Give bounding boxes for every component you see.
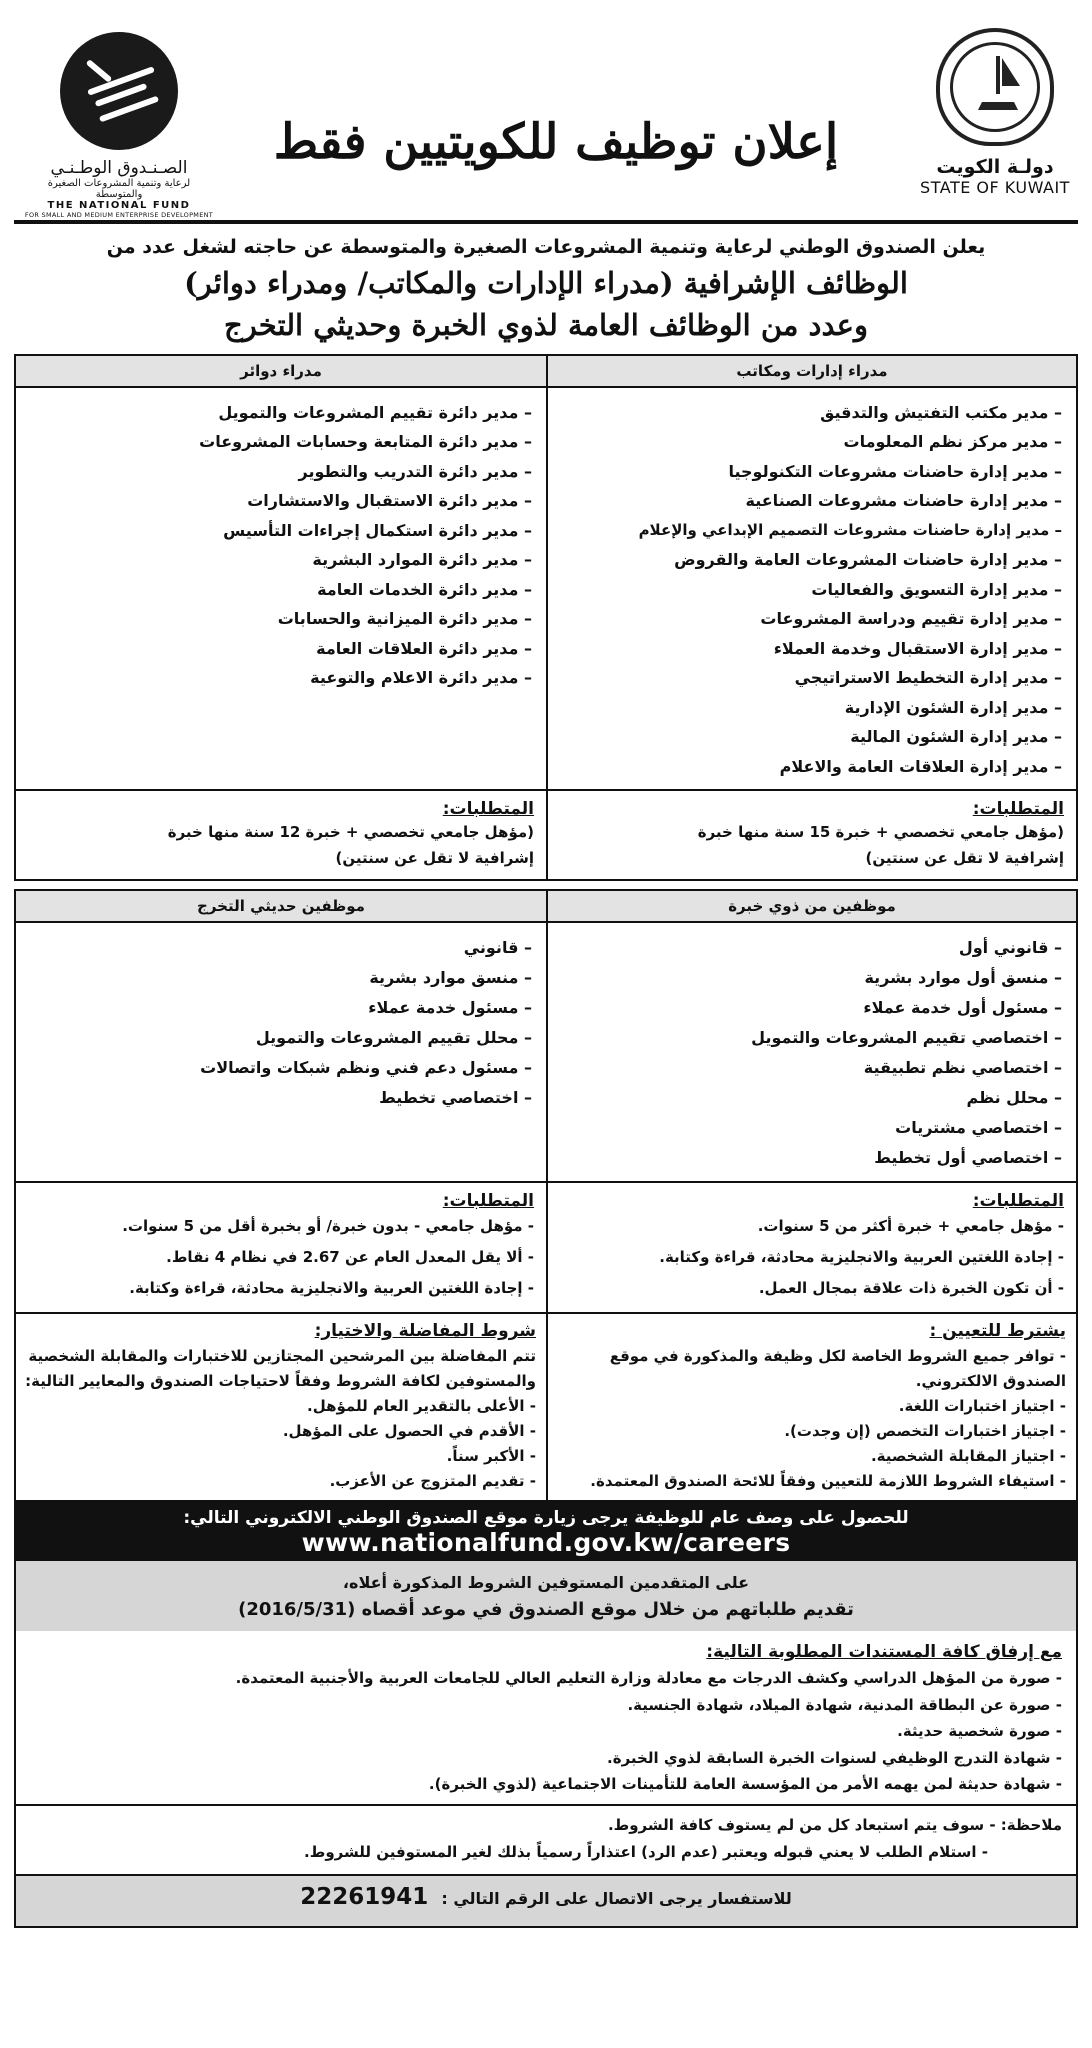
- experienced-staff-list: [548, 923, 1076, 1181]
- list-item: – مدير إدارة حاضنات المشروعات العامة والقروض: [556, 545, 1062, 575]
- requirements-label: المتطلبات:: [972, 1191, 1064, 1212]
- requirements-label: المتطلبات:: [972, 799, 1064, 820]
- department-managers-requirements: [16, 789, 546, 879]
- website-band: [14, 1500, 1078, 1561]
- requirements-text: إشرافية لا تقل عن سنتين): [335, 849, 534, 868]
- list-item: – مدير دائرة الاعلام والتوعية: [24, 663, 532, 693]
- column-header: مدراء إدارات ومكاتب: [548, 356, 1076, 388]
- list-item: – مدير إدارة التخطيط الاستراتيجي: [556, 663, 1062, 693]
- requirement-item: - مؤهل جامعي + خبرة أكثر من 5 سنوات.: [556, 1211, 1064, 1242]
- department-managers-column: [16, 356, 546, 790]
- contact-label: للاستفسار يرجى الاتصال على الرقم التالي :: [441, 1888, 792, 1908]
- requirements-text: (مؤهل جامعي تخصصي + خبرة 15 سنة منها خبرة: [697, 823, 1064, 842]
- criteria-item: - الأكبر سناً.: [24, 1444, 536, 1469]
- requirement-item: - أن تكون الخبرة ذات علاقة بمجال العمل.: [556, 1273, 1064, 1304]
- list-item: – اختصاصي تخطيط: [24, 1083, 532, 1113]
- kuwait-emblem-icon: [936, 28, 1054, 146]
- header: [14, 14, 1078, 224]
- requirements-label: المتطلبات:: [442, 799, 534, 820]
- kuwait-name-ar: دولـة الكويت: [936, 156, 1054, 178]
- requirements-text: إشرافية لا تقل عن سنتين): [865, 849, 1064, 868]
- list-item: – مدير إدارة الشئون الإدارية: [556, 693, 1062, 723]
- criteria-item: - الأقدم في الحصول على المؤهل.: [24, 1419, 536, 1444]
- managers-table: [14, 354, 1078, 882]
- note-line-1: ملاحظة: - سوف يتم استبعاد كل من لم يستوف كافة الشروط.: [607, 1815, 1062, 1834]
- selection-criteria-text: تتم المفاضلة بين المرشحين المجتازين للاختبارات والمقابلة الشخصية والمستوفين لكافة الشروط وفقاً لاحتياجات الصندوق والمعايير التالية:: [25, 1347, 536, 1391]
- document-item: - صورة شخصية حديثة.: [26, 1718, 1062, 1745]
- notes-box: [14, 1806, 1078, 1876]
- requirements-text: (مؤهل جامعي تخصصي + خبرة 12 سنة منها خبرة: [167, 823, 534, 842]
- experienced-staff-column: [546, 891, 1076, 1181]
- appointment-conditions: [546, 1314, 1076, 1500]
- list-item: – مدير دائرة تقييم المشروعات والتمويل: [24, 398, 532, 428]
- intro-text: يعلن الصندوق الوطني لرعاية وتنمية المشروعات الصغيرة والمتوسطة عن حاجته لشغل عدد من: [106, 236, 986, 258]
- list-item: – مدير إدارة التسويق والفعاليات: [556, 575, 1062, 605]
- fund-name-en: THE NATIONAL FUND: [47, 200, 191, 211]
- office-managers-list: [548, 388, 1076, 790]
- note-line-2: - استلام الطلب لا يعني قبوله ويعتبر (عدم الرد) اعتذاراً رسمياً بذلك لغير المستوفين للشروط.: [304, 1842, 988, 1861]
- list-item: – مدير دائرة الاستقبال والاستشارات: [24, 486, 532, 516]
- condition-item: - اجتياز المقابلة الشخصية.: [556, 1444, 1066, 1469]
- list-item: – مدير دائرة الخدمات العامة: [24, 575, 532, 605]
- list-item: – مدير دائرة استكمال إجراءات التأسيس: [24, 516, 532, 546]
- national-fund-mark-icon: [60, 32, 178, 150]
- list-item: – مدير إدارة العلاقات العامة والاعلام: [556, 752, 1062, 782]
- staff-table: [14, 889, 1078, 1314]
- list-item: – اختصاصي مشتريات: [556, 1113, 1062, 1143]
- list-item: – مسئول دعم فني ونظم شبكات واتصالات: [24, 1053, 532, 1083]
- document-item: - صورة من المؤهل الدراسي وكشف الدرجات مع معادلة وزارة التعليم العالي للجامعات العربية والأجنبية المعتمدة.: [26, 1665, 1062, 1692]
- national-fund-logo: [24, 32, 214, 219]
- experienced-staff-requirements: [546, 1181, 1076, 1312]
- requirement-item: - إجادة اللغتين العربية والانجليزية محادثة، قراءة وكتابة.: [556, 1242, 1064, 1273]
- contact-phone-number[interactable]: 22261941: [300, 1883, 429, 1910]
- appointment-conditions-title: يشترط للتعيين :: [929, 1321, 1066, 1342]
- office-managers-column: [546, 356, 1076, 790]
- list-item: – محلل نظم: [556, 1083, 1062, 1113]
- criteria-item: - تقديم المتزوج عن الأعزب.: [24, 1469, 536, 1494]
- list-item: – مسئول خدمة عملاء: [24, 993, 532, 1023]
- list-item: – مدير دائرة المتابعة وحسابات المشروعات: [24, 427, 532, 457]
- fund-name-ar: الصـنـدوق الوطـنـي: [50, 158, 188, 178]
- headline-2: وعدد من الوظائف العامة لذوي الخبرة وحديثي التخرج: [224, 308, 868, 343]
- criteria-item: - الأعلى بالتقدير العام للمؤهل.: [24, 1394, 536, 1419]
- selection-criteria-title: شروط المفاضلة والاختيار:: [314, 1321, 536, 1342]
- graduates-list: [16, 923, 546, 1121]
- list-item: – منسق أول موارد بشرية: [556, 963, 1062, 993]
- list-item: – مدير دائرة العلاقات العامة: [24, 634, 532, 664]
- column-header: موظفين حديثي التخرج: [16, 891, 546, 923]
- condition-item: - اجتياز اختبارات التخصص (إن وجدت).: [556, 1419, 1066, 1444]
- list-item: – منسق موارد بشرية: [24, 963, 532, 993]
- list-item: – مدير إدارة الشئون المالية: [556, 722, 1062, 752]
- selection-criteria: [16, 1314, 546, 1500]
- list-item: – مسئول أول خدمة عملاء: [556, 993, 1062, 1023]
- list-item: – مدير دائرة التدريب والتطوير: [24, 457, 532, 487]
- deadline-line-1: على المتقدمين المستوفين الشروط المذكورة أعلاه،: [342, 1573, 750, 1593]
- list-item: – مدير إدارة حاضنات مشروعات الصناعية: [556, 486, 1062, 516]
- column-header: مدراء دوائر: [16, 356, 546, 388]
- requirement-item: - ألا يقل المعدل العام عن 2.67 في نظام 4 نقاط.: [24, 1242, 534, 1273]
- document-item: - شهادة التدرج الوظيفي لسنوات الخبرة السابقة لذوي الخبرة.: [26, 1745, 1062, 1772]
- fund-subtitle-en: FOR SMALL AND MEDIUM ENTERPRISE DEVELOPMENT: [24, 211, 214, 219]
- list-item: – مدير دائرة الموارد البشرية: [24, 545, 532, 575]
- condition-item: - اجتياز اختبارات اللغة.: [556, 1394, 1066, 1419]
- column-header: موظفين من ذوي خبرة: [548, 891, 1076, 923]
- requirement-item: - إجادة اللغتين العربية والانجليزية محادثة، قراءة وكتابة.: [24, 1273, 534, 1304]
- list-item: – قانوني: [24, 933, 532, 963]
- list-item: – محلل تقييم المشروعات والتمويل: [24, 1023, 532, 1053]
- kuwait-name-en: STATE OF KUWAIT: [920, 178, 1070, 197]
- contact-box: [14, 1876, 1078, 1928]
- document-item: - صورة عن البطاقة المدنية، شهادة الميلاد، شهادة الجنسية.: [26, 1692, 1062, 1719]
- document-item: - شهادة حديثة لمن يهمه الأمر من المؤسسة العامة للتأمينات الاجتماعية (لذوي الخبرة).: [26, 1771, 1062, 1798]
- header-divider: [14, 220, 1078, 224]
- list-item: – اختصاصي أول تخطيط: [556, 1143, 1062, 1173]
- website-instruction: للحصول على وصف عام للوظيفة يرجى زيارة موقع الصندوق الوطني الالكتروني التالي:: [183, 1508, 909, 1529]
- deadline-box: [14, 1561, 1078, 1631]
- list-item: – مدير إدارة تقييم ودراسة المشروعات: [556, 604, 1062, 634]
- documents-title: مع إرفاق كافة المستندات المطلوبة التالية:: [706, 1642, 1062, 1663]
- list-item: – مدير إدارة حاضنات مشروعات التصميم الإبداعي والإعلام: [556, 516, 1062, 546]
- state-of-kuwait-logo: [920, 28, 1070, 197]
- graduates-requirements: [16, 1181, 546, 1312]
- requirement-item: - مؤهل جامعي - بدون خبرة/ أو بخبرة أقل من 5 سنوات.: [24, 1211, 534, 1242]
- list-item: – مدير مركز نظم المعلومات: [556, 427, 1062, 457]
- list-item: – مدير إدارة الاستقبال وخدمة العملاء: [556, 634, 1062, 664]
- list-item: – مدير مكتب التفتيش والتدقيق: [556, 398, 1062, 428]
- graduates-column: [16, 891, 546, 1181]
- list-item: – اختصاصي نظم تطبيقية: [556, 1053, 1062, 1083]
- deadline-line-2: تقديم طلباتهم من خلال موقع الصندوق في موعد أقصاه (2016/5/31): [238, 1599, 854, 1621]
- department-managers-list: [16, 388, 546, 701]
- office-managers-requirements: [546, 789, 1076, 879]
- conditions-section: [14, 1314, 1078, 1500]
- list-item: – اختصاصي تقييم المشروعات والتمويل: [556, 1023, 1062, 1053]
- list-item: – قانوني أول: [556, 933, 1062, 963]
- fund-subtitle-ar: لرعاية وتنمية المشروعات الصغيرة والمتوسطة: [47, 178, 191, 200]
- requirements-label: المتطلبات:: [442, 1191, 534, 1212]
- required-documents: [14, 1631, 1078, 1806]
- condition-item: - توافر جميع الشروط الخاصة لكل وظيفة والمذكورة في موقع الصندوق الالكتروني.: [556, 1344, 1066, 1394]
- list-item: – مدير دائرة الميزانية والحسابات: [24, 604, 532, 634]
- condition-item: - استيفاء الشروط اللازمة للتعيين وفقاً للائحة الصندوق المعتمدة.: [556, 1469, 1066, 1494]
- headline-1: الوظائف الإشرافية (مدراء الإدارات والمكاتب/ ومدراء دوائر): [184, 265, 908, 300]
- page-title: إعلان توظيف للكويتيين فقط: [273, 114, 839, 170]
- careers-url-link[interactable]: www.nationalfund.gov.kw/careers: [301, 1528, 791, 1558]
- list-item: – مدير إدارة حاضنات مشروعات التكنولوجيا: [556, 457, 1062, 487]
